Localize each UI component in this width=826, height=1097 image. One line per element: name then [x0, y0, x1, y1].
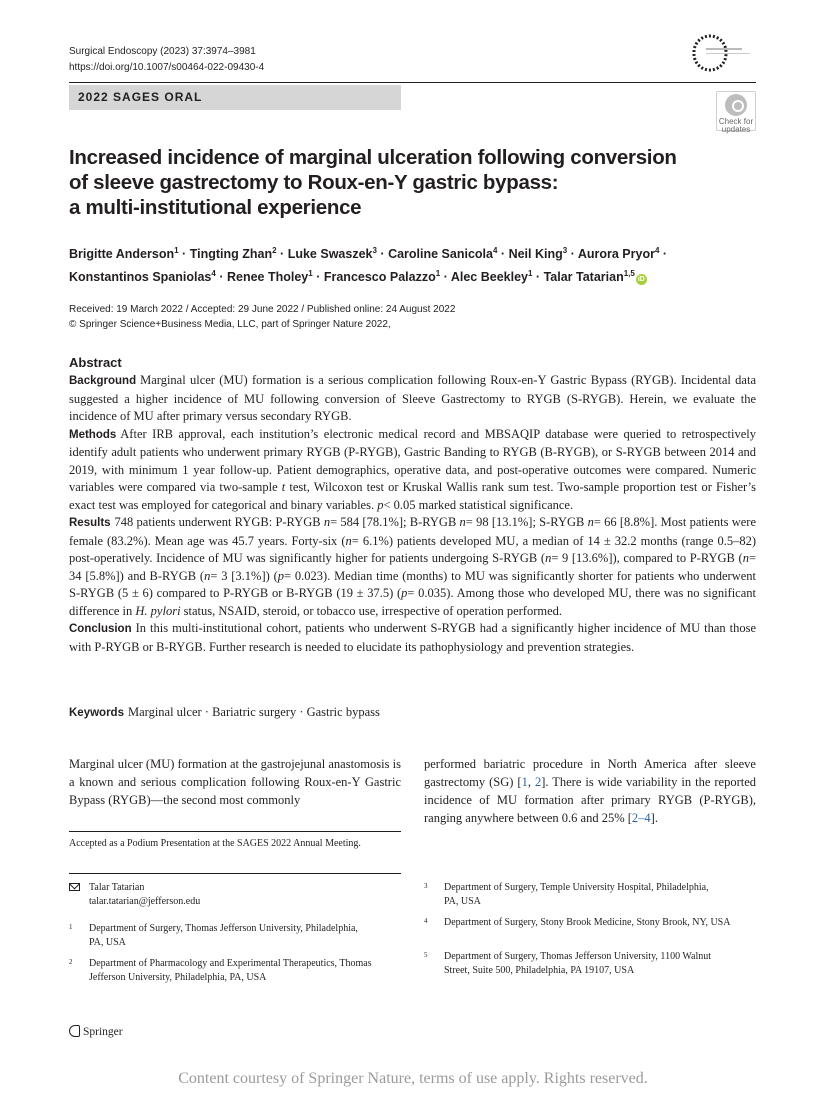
conclusion-text: In this multi-institutional cohort, patients who underwent S-RYGB had a significantly higher incidence of MU than those with P-RYGB or B-RYGB. Further research is needed to elucidate its pathophysiology and prevention strategies.: [69, 621, 756, 654]
results-text: = 0.023). Median time (months) to MU was significantly shorter for patients who underwent S-RYGB (5 ± 6) compared to P-RYGB or B-RYGB (19 ± 37.5) (: [69, 568, 756, 600]
check-updates-icon: [725, 94, 747, 116]
affiliation-text: Department of Pharmacology and Experimental Therapeutics, Thomas Jefferson University, Philadelphia, PA, USA: [89, 958, 372, 983]
affiliation-3: [424, 881, 724, 909]
affiliation-number: 4: [424, 917, 428, 925]
corresponding-author: [69, 881, 389, 909]
methods-text: test, Wilcoxon test or Kruskal Wallis rank sum test. Two-sample proportion test or Fisher’s exact test was employed for categorical and binary variables.: [69, 480, 757, 512]
affiliation-text: Department of Surgery, Thomas Jefferson University, 1100 Walnut Street, Suite 500, Philadelphia, PA 19107, USA: [444, 951, 712, 976]
p-symbol: p: [401, 586, 408, 600]
author-name[interactable]: Konstantinos Spaniolas: [69, 270, 212, 285]
author-affiliation: 4: [211, 269, 216, 279]
courtesy-notice: Content courtesy of Springer Nature, terms of use apply. Rights reserved.: [178, 1070, 648, 1087]
author-separator: ·: [182, 247, 187, 262]
footnote-rule: [69, 873, 401, 874]
journal-citation: [69, 44, 264, 76]
author-separator: ·: [570, 247, 575, 262]
n-symbol: n: [742, 551, 749, 565]
author-separator: ·: [316, 270, 321, 285]
body-text: performed bariatric procedure in North America after sleeve gastrectomy (SG) [: [424, 757, 756, 789]
results-text: = 584 [78.1%]; B-RYGB: [330, 515, 457, 529]
check-updates-line1: Check for: [718, 117, 754, 126]
author-separator: ·: [535, 270, 541, 285]
author-affiliation: 1: [527, 269, 533, 279]
author-separator: ·: [662, 247, 668, 262]
n-symbol: n: [323, 515, 331, 529]
abstract-heading: Abstract: [69, 355, 122, 370]
author-separator: ·: [380, 247, 385, 262]
affiliation-2: [69, 957, 389, 985]
publisher-name: Springer: [83, 1026, 123, 1038]
keywords: [69, 703, 380, 722]
h-pylori-term: H. pylori: [135, 603, 181, 618]
methods-text: After IRB approval, each institution’s electronic medical record and MBSAQIP database were queried to retrospectively identify adult patients who underwent primary RYGB (P-RYGB), Gastric Banding to RYGB (B-RYGB), or S-RYGB between 2014 and 2019, with minimum 1 year follow-up. Patient demographics, operative data, and post-operative outcomes were compared. Numeric variables were compared via two-sample: [69, 426, 756, 494]
author-affiliation: 1,5: [623, 269, 635, 279]
author-affiliation: 2: [272, 246, 277, 255]
title-line-3: a multi-institutional experience: [69, 196, 362, 219]
results-text: = 98 [13.1%]; S-RYGB: [465, 515, 585, 529]
methods-text: < 0.05 marked statistical significance.: [383, 497, 574, 512]
affiliation-text: Department of Surgery, Thomas Jefferson University, Philadelphia, PA, USA: [89, 923, 358, 948]
affiliation-number: 5: [424, 951, 428, 959]
copyright-line: © Springer Science+Business Media, LLC, part of Springer Nature 2022,: [69, 319, 391, 330]
affiliation-number: 1: [69, 923, 73, 931]
body-text: ]. There is wide variability in the reported incidence of MU formation after primary RYGB (P-RYGB), ranging anywhere between 0.6 and 25% [: [424, 775, 757, 825]
publication-dates: [69, 302, 455, 332]
corresponding-email[interactable]: talar.tatarian@jefferson.edu: [89, 896, 201, 907]
results-text: = 3 [3.1%]) (: [210, 568, 278, 583]
envelope-icon: [69, 883, 80, 891]
methods-t-symbol: t: [281, 480, 286, 494]
article-title: [69, 145, 689, 220]
results-text: = 66 [8.8%]. Most patients were female (83.2%). Mean age was 45.7 years. Forty-six (: [69, 515, 756, 548]
affiliation-number: 2: [69, 958, 73, 966]
author-separator: ·: [500, 247, 506, 262]
keywords-text: Marginal ulcer · Bariatric surgery · Gastric bypass: [127, 705, 380, 719]
springer-horse-icon: [69, 1025, 80, 1037]
affiliation-number: 3: [424, 882, 428, 890]
publisher-mark: [69, 1024, 123, 1040]
conclusion-label: Conclusion: [69, 623, 132, 635]
reference-link[interactable]: 1: [521, 775, 528, 789]
affiliation-text: Department of Surgery, Temple University Hospital, Philadelphia, PA, USA: [444, 882, 709, 907]
check-for-updates-button[interactable]: [716, 91, 756, 134]
author-name[interactable]: Francesco Palazzo: [323, 270, 436, 285]
affiliation-1: [69, 922, 369, 950]
author-name[interactable]: Brigitte Anderson: [69, 247, 175, 262]
author-name[interactable]: Talar Tatarian: [543, 270, 624, 285]
doi-link[interactable]: https://doi.org/10.1007/s00464-022-09430-4: [69, 62, 265, 73]
author-affiliation: 4: [492, 246, 498, 255]
background-label: Background: [69, 375, 137, 387]
orcid-icon[interactable]: iD: [637, 276, 645, 284]
section-label: 2022 SAGES ORAL: [69, 85, 401, 110]
keywords-label: Keywords: [69, 707, 124, 719]
n-symbol: n: [545, 551, 552, 565]
n-symbol: n: [204, 568, 211, 583]
author-name[interactable]: Neil King: [508, 247, 563, 262]
author-separator: ·: [280, 247, 285, 262]
author-name[interactable]: Renee Tholey: [226, 270, 309, 285]
author-affiliation: 3: [562, 246, 568, 255]
abstract-body: [69, 372, 756, 656]
results-text: = 34 [5.8%]) and B-RYGB (: [69, 551, 756, 583]
n-symbol: n: [587, 515, 594, 529]
reference-separator: ,: [527, 775, 535, 789]
author-list: [69, 241, 759, 287]
author-affiliation: 1: [435, 269, 441, 279]
footnote-rule: [69, 831, 401, 832]
p-symbol: p: [277, 568, 285, 583]
body-left-column: Marginal ulcer (MU) formation at the gastrojejunal anastomosis is a known and serious complication following Roux-en-Y Gastric Bypass (RYGB)—the second most commonly: [69, 757, 401, 807]
author-affiliation: 4: [654, 246, 660, 255]
n-symbol: n: [459, 515, 466, 529]
author-name[interactable]: Caroline Sanicola: [388, 247, 493, 262]
results-text: status, NSAID, steroid, or tobacco use, irrespective of operation performed.: [183, 603, 563, 618]
author-separator: ·: [443, 270, 448, 285]
results-label: Results: [69, 517, 111, 529]
author-affiliation: 1: [174, 246, 179, 255]
results-text: 748 patients underwent RYGB: P-RYGB: [114, 515, 321, 529]
check-updates-line2: updates: [721, 125, 751, 134]
methods-p-symbol: p: [377, 497, 384, 512]
author-affiliation: 3: [372, 246, 377, 255]
journal-logo: [688, 32, 756, 74]
affiliation-text: Department of Surgery, Stony Brook Medicine, Stony Brook, NY, USA: [444, 917, 731, 928]
abstract-results: [69, 514, 756, 620]
reference-link[interactable]: 2: [534, 775, 542, 789]
author-affiliation: 1: [308, 269, 313, 279]
author-line-2: [69, 264, 759, 287]
n-symbol: n: [345, 533, 352, 548]
results-text: = 0.035). Among those who developed MU, there was no significant difference in: [69, 586, 757, 618]
author-name[interactable]: Luke Swaszek: [287, 247, 373, 262]
results-text: = 6.1%) patients developed MU, a median of 14 ± 32.2 months (range 0.5–82) post-operatively. Incidence of MU was significantly higher for patients undergoing S-RYGB (: [69, 533, 756, 565]
corresponding-name: Talar Tatarian: [89, 882, 145, 893]
author-name[interactable]: Aurora Pryor: [577, 247, 655, 262]
abstract-methods: [69, 426, 756, 515]
dates-line: Received: 19 March 2022 / Accepted: 29 June 2022 / Published online: 24 August 2022: [69, 304, 456, 315]
abstract-background: [69, 372, 756, 426]
methods-label: Methods: [69, 428, 117, 441]
results-text: = 9 [13.6%]), compared to P-RYGB (: [551, 551, 743, 565]
title-line-1: Increased incidence of marginal ulceration following conversion: [69, 146, 677, 169]
affiliation-5: [424, 950, 734, 978]
reference-link[interactable]: 2–4: [631, 811, 651, 825]
body-text: ].: [650, 811, 658, 825]
journal-line: Surgical Endoscopy (2023) 37:3974–3981: [69, 46, 256, 57]
header-rule: [69, 82, 756, 83]
journal-logo-icon: [688, 32, 756, 74]
author-line-1: [69, 241, 759, 264]
title-line-2: of sleeve gastrectomy to Roux-en-Y gastric bypass:: [69, 171, 559, 194]
author-name[interactable]: Tingting Zhan: [189, 247, 273, 262]
affiliation-4: [424, 916, 744, 930]
presentation-note: Accepted as a Podium Presentation at the SAGES 2022 Annual Meeting.: [69, 838, 361, 849]
abstract-conclusion: [69, 620, 756, 656]
background-text: Marginal ulcer (MU) formation is a serious complication following Roux-en-Y Gastric Bypass (RYGB). Incidental data suggested a higher incidence of MU following conversion of Sleeve Gastrectomy to RYGB (S-RYGB). Herein, we evaluate the incidence of MU after primary versus secondary RYGB.: [69, 373, 756, 423]
author-name[interactable]: Alec Beekley: [450, 270, 528, 285]
body-right-column: [424, 755, 756, 827]
author-separator: ·: [219, 270, 224, 285]
